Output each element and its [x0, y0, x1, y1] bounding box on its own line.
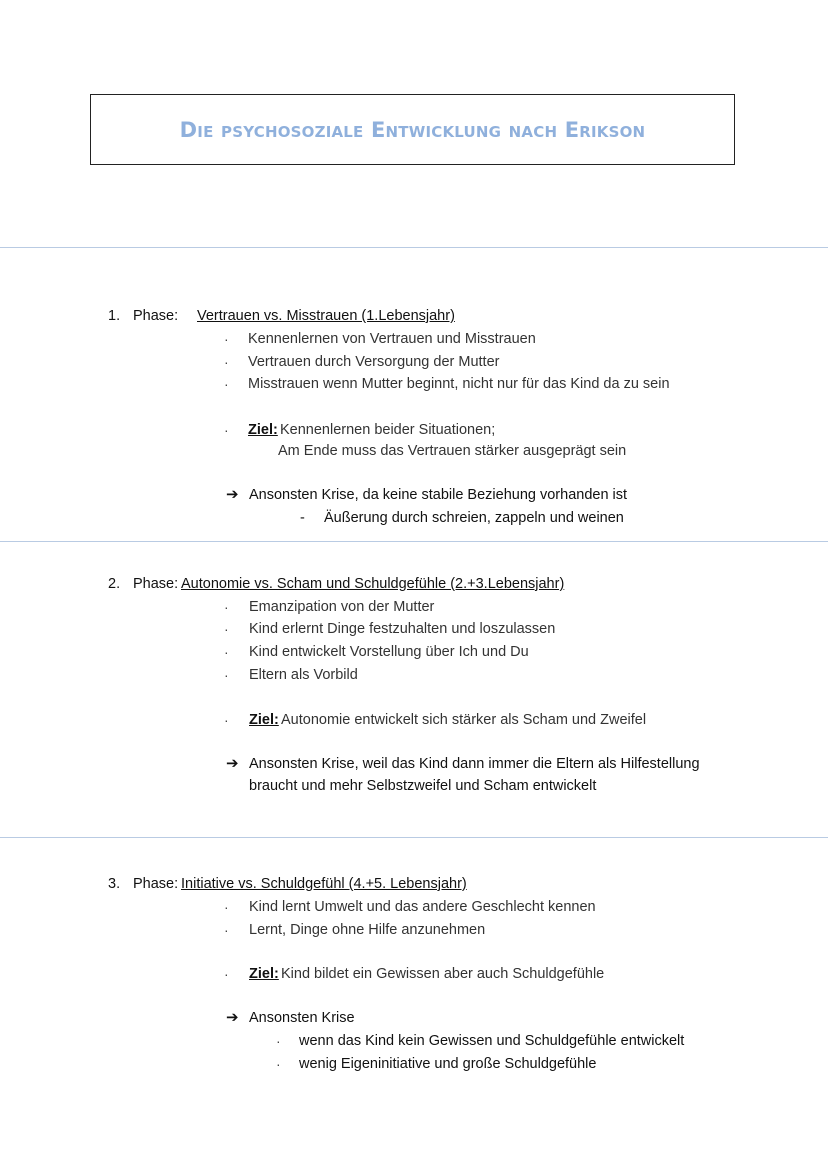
arrow-right-icon: ➔ [226, 1009, 239, 1026]
divider [0, 541, 828, 542]
ziel-label: Ziel: [249, 966, 279, 982]
arrow-right-icon: ➔ [226, 755, 239, 772]
phase-heading: Vertrauen vs. Misstrauen (1.Lebensjahr) [197, 308, 455, 324]
crisis-point: wenn das Kind kein Gewissen und Schuldgefühle entwickelt [299, 1033, 685, 1049]
phase-heading: Autonomie vs. Scham und Schuldgefühle (2.+3.Lebensjahr) [181, 576, 565, 592]
ziel-label: Ziel: [248, 422, 278, 438]
bullet-icon: · [224, 331, 229, 347]
bullet-icon: · [276, 1056, 281, 1072]
title-box [90, 94, 735, 165]
bullet-icon: · [224, 422, 229, 438]
ziel-text: Kennenlernen beider Situationen; [280, 422, 496, 438]
bullet-icon: · [276, 1033, 281, 1049]
ziel-text: Autonomie entwickelt sich stärker als Scham und Zweifel [281, 712, 647, 728]
page-title: Die psychosoziale Entwicklung nach Erikson [179, 117, 646, 142]
phase-number: 2. [108, 576, 121, 592]
bullet-icon: · [224, 922, 229, 938]
divider [0, 247, 828, 248]
phase-label: Phase: [133, 576, 179, 592]
dash-marker: - [300, 510, 305, 526]
list-item: Eltern als Vorbild [249, 667, 358, 683]
ziel-label: Ziel: [249, 712, 279, 728]
list-item: Kennenlernen von Vertrauen und Misstrauen [248, 331, 536, 347]
phase-heading: Initiative vs. Schuldgefühl (4.+5. Lebensjahr) [181, 876, 467, 892]
bullet-icon: · [224, 667, 229, 683]
ziel-text: Am Ende muss das Vertrauen stärker ausgeprägt sein [278, 443, 627, 459]
list-item: Kind entwickelt Vorstellung über Ich und Du [249, 644, 529, 660]
bullet-icon: · [224, 354, 229, 370]
crisis-point: wenig Eigeninitiative und große Schuldgefühle [299, 1056, 597, 1072]
crisis-text: braucht und mehr Selbstzweifel und Scham entwickelt [249, 778, 597, 794]
arrow-right-icon: ➔ [226, 486, 239, 503]
phase-number: 1. [108, 308, 121, 324]
phase-label: Phase: [133, 308, 179, 324]
crisis-text: Ansonsten Krise, da keine stabile Beziehung vorhanden ist [249, 487, 628, 503]
phase-label: Phase: [133, 876, 179, 892]
crisis-detail: Äußerung durch schreien, zappeln und weinen [324, 510, 624, 526]
list-item: Misstrauen wenn Mutter beginnt, nicht nur für das Kind da zu sein [248, 376, 670, 392]
ziel-text: Kind bildet ein Gewissen aber auch Schuldgefühle [281, 966, 605, 982]
list-item: Vertrauen durch Versorgung der Mutter [248, 354, 500, 370]
bullet-icon: · [224, 712, 229, 728]
bullet-icon: · [224, 376, 229, 392]
list-item: Lernt, Dinge ohne Hilfe anzunehmen [249, 922, 486, 938]
crisis-text: Ansonsten Krise [249, 1010, 355, 1026]
bullet-icon: · [224, 966, 229, 982]
divider [0, 837, 828, 838]
list-item: Kind erlernt Dinge festzuhalten und loszulassen [249, 621, 556, 637]
bullet-icon: · [224, 644, 229, 660]
crisis-text: Ansonsten Krise, weil das Kind dann immer die Eltern als Hilfestellung [249, 756, 700, 772]
bullet-icon: · [224, 599, 229, 615]
list-item: Emanzipation von der Mutter [249, 599, 435, 615]
bullet-icon: · [224, 899, 229, 915]
phase-number: 3. [108, 876, 121, 892]
list-item: Kind lernt Umwelt und das andere Geschlecht kennen [249, 899, 596, 915]
bullet-icon: · [224, 621, 229, 637]
